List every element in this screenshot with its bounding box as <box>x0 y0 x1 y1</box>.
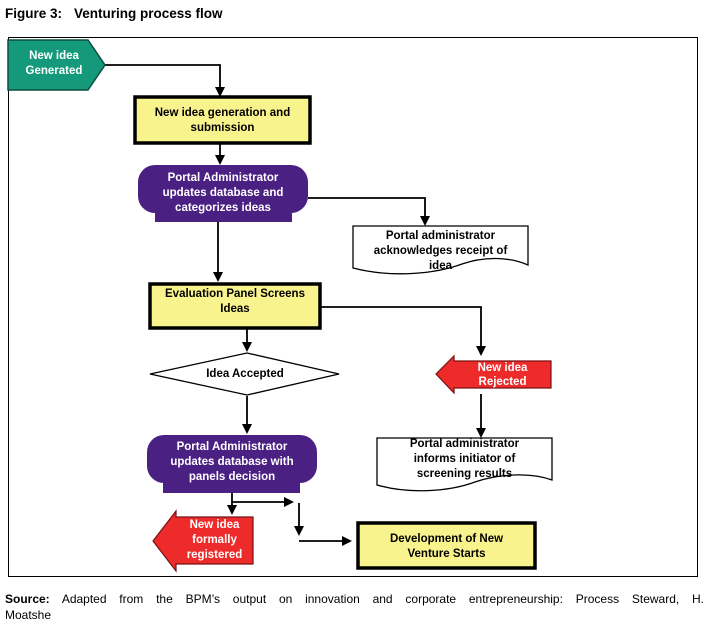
source-note-line1 <box>5 591 704 607</box>
submission-node-label: New idea generation and submission <box>154 107 291 134</box>
figure-title-prefix: Figure 3: <box>5 6 63 21</box>
decision-node-shape <box>150 353 339 395</box>
informs-node-label: Portal administrator informs initiator of screening results <box>409 438 520 480</box>
evaluation-node-label: Evaluation Panel Screens Ideas <box>165 288 305 315</box>
registered-node-shape <box>153 511 253 571</box>
development-node-shape <box>358 523 535 568</box>
development-node-label: Development of New Venture Starts <box>389 533 504 560</box>
admin-categorizes-node-shape <box>138 165 308 213</box>
source-text: Adapted from the BPM’s output on innovation and corporate entrepreneurship: Process Steward, H. <box>61 592 704 606</box>
source-label: Source: <box>5 592 50 606</box>
source-note-line2: Moatshe <box>5 608 52 622</box>
rejected-node-label: New idea Rejected <box>477 362 528 388</box>
admin-categorizes-node-label: Portal Administrator updates database and categorizes ideas <box>162 172 284 214</box>
connector-admin-to-acknowledge <box>308 198 425 218</box>
rejected-node-shape <box>436 356 551 393</box>
admin-decision-node-shape <box>147 435 317 483</box>
connector-evaluation-to-rejected <box>320 307 481 348</box>
acknowledges-node-shape <box>353 226 528 274</box>
connector-start-to-submission <box>105 65 220 89</box>
start-node-shape <box>8 40 105 90</box>
figure-title-text: Venturing process flow <box>74 6 223 21</box>
acknowledges-node-label: Portal administrator acknowledges receipt of idea <box>373 230 508 272</box>
start-node-label: New idea Generated <box>25 50 83 77</box>
evaluation-node-shape <box>150 284 320 328</box>
informs-node-shape <box>377 438 552 491</box>
admin-categorizes-shadow <box>155 213 292 222</box>
decision-node-label: Idea Accepted <box>206 368 284 380</box>
admin-decision-shadow <box>163 483 300 493</box>
submission-node-shape <box>135 97 310 143</box>
connector-admin2-branch-right <box>232 493 286 502</box>
admin-decision-node-label: Portal Administrator updates database with panels decision <box>170 441 294 483</box>
source-note <box>5 591 704 623</box>
registered-node-label: New idea formally registered <box>186 519 243 561</box>
